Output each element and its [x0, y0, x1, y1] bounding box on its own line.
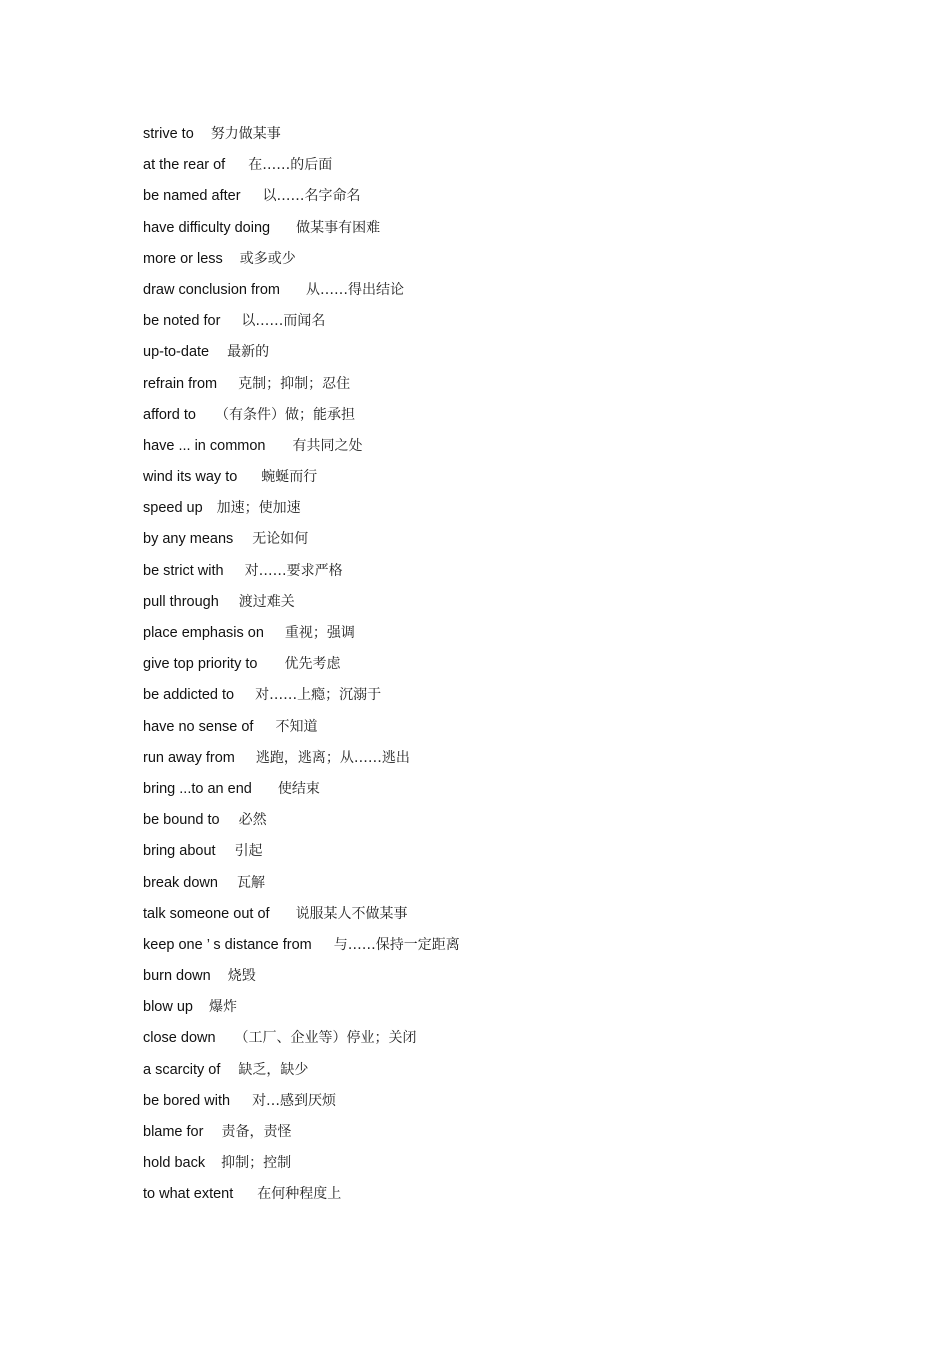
- chinese-meaning: （工厂、企业等）停业；关闭: [234, 1030, 417, 1047]
- phrase-entry: [143, 464, 460, 495]
- phrase-entry: [143, 215, 460, 246]
- chinese-meaning: 责备，责怪: [221, 1124, 292, 1140]
- chinese-meaning: 有共同之处: [292, 437, 363, 454]
- english-phrase: wind its way to: [143, 469, 238, 486]
- chinese-meaning: 对……上瘾；沉溺于: [255, 687, 382, 704]
- chinese-meaning: 在何种程度上: [257, 1186, 342, 1203]
- phrase-list: [143, 121, 460, 1213]
- phrase-entry: [143, 558, 460, 589]
- english-phrase: at the rear of: [143, 157, 226, 174]
- english-phrase: have no sense of: [143, 718, 254, 735]
- phrase-entry: [143, 651, 460, 682]
- chinese-meaning: 做某事有困难: [296, 219, 381, 236]
- phrase-entry: [143, 339, 460, 370]
- english-phrase: refrain from: [143, 375, 218, 392]
- english-phrase: be named after: [143, 188, 241, 205]
- chinese-meaning: 在……的后面: [248, 157, 333, 174]
- chinese-meaning: 以……名字命名: [262, 188, 361, 205]
- english-phrase: by any means: [143, 531, 234, 548]
- phrase-entry: [143, 495, 460, 526]
- english-phrase: have ... in common: [143, 437, 266, 454]
- chinese-meaning: 缺乏，缺少: [238, 1061, 309, 1078]
- phrase-entry: [143, 994, 460, 1025]
- phrase-entry: [143, 1025, 460, 1056]
- chinese-meaning: 烧毁: [227, 968, 256, 985]
- chinese-meaning: 最新的: [227, 344, 270, 361]
- chinese-meaning: 蜿蜒而行: [261, 469, 318, 486]
- phrase-entry: [143, 402, 460, 433]
- chinese-meaning: 优先考虑: [284, 656, 341, 673]
- phrase-entry: [143, 1057, 460, 1088]
- phrase-entry: [143, 246, 460, 277]
- chinese-meaning: 渡过难关: [238, 593, 295, 610]
- phrase-entry: [143, 870, 460, 901]
- phrase-entry: [143, 152, 460, 183]
- chinese-meaning: 无论如何: [252, 531, 309, 548]
- english-phrase: strive to: [143, 126, 194, 142]
- english-phrase: burn down: [143, 968, 211, 985]
- english-phrase: a scarcity of: [143, 1061, 221, 1078]
- phrase-entry: [143, 932, 460, 963]
- phrase-entry: [143, 714, 460, 745]
- chinese-meaning: 必然: [238, 812, 267, 829]
- english-phrase: up-to-date: [143, 344, 210, 361]
- english-phrase: blow up: [143, 999, 193, 1016]
- phrase-entry: [143, 1181, 460, 1212]
- english-phrase: pull through: [143, 593, 219, 610]
- phrase-entry: [143, 308, 460, 339]
- phrase-entry: [143, 589, 460, 620]
- phrase-entry: [143, 776, 460, 807]
- chinese-meaning: 逃跑，逃离；从……逃出: [255, 749, 410, 766]
- english-phrase: speed up: [143, 500, 203, 517]
- english-phrase: talk someone out of: [143, 905, 270, 922]
- chinese-meaning: 不知道: [275, 718, 318, 735]
- chinese-meaning: 从……得出结论: [306, 281, 404, 298]
- chinese-meaning: 努力做某事: [210, 126, 281, 142]
- phrase-entry: [143, 807, 460, 838]
- english-phrase: blame for: [143, 1124, 204, 1140]
- chinese-meaning: 瓦解: [236, 874, 265, 891]
- chinese-meaning: 加速；使加速: [216, 500, 301, 517]
- chinese-meaning: 或多或少: [239, 250, 296, 267]
- phrase-entry: [143, 745, 460, 776]
- chinese-meaning: 使结束: [277, 780, 320, 797]
- phrase-entry: [143, 183, 460, 214]
- phrase-entry: [143, 277, 460, 308]
- chinese-meaning: 对…感到厌烦: [252, 1092, 337, 1109]
- english-phrase: break down: [143, 874, 218, 891]
- chinese-meaning: 引起: [234, 843, 263, 860]
- phrase-entry: [143, 620, 460, 651]
- phrase-entry: [143, 682, 460, 713]
- english-phrase: draw conclusion from: [143, 281, 280, 298]
- phrase-entry: [143, 526, 460, 557]
- english-phrase: give top priority to: [143, 656, 258, 673]
- english-phrase: have difficulty doing: [143, 219, 271, 236]
- english-phrase: hold back: [143, 1155, 206, 1172]
- phrase-entry: [143, 838, 460, 869]
- phrase-entry: [143, 121, 460, 152]
- english-phrase: close down: [143, 1030, 216, 1047]
- english-phrase: be addicted to: [143, 687, 235, 704]
- english-phrase: afford to: [143, 406, 196, 423]
- english-phrase: be strict with: [143, 562, 224, 579]
- phrase-entry: [143, 1088, 460, 1119]
- chinese-meaning: 以……而闻名: [241, 313, 326, 330]
- english-phrase: more or less: [143, 250, 223, 267]
- phrase-entry: [143, 963, 460, 994]
- chinese-meaning: 爆炸: [208, 999, 237, 1016]
- chinese-meaning: 重视；强调: [284, 625, 355, 641]
- english-phrase: bring about: [143, 843, 216, 860]
- phrase-entry: [143, 1150, 460, 1181]
- english-phrase: run away from: [143, 749, 235, 766]
- phrase-entry: [143, 433, 460, 464]
- english-phrase: place emphasis on: [143, 625, 264, 641]
- english-phrase: be noted for: [143, 313, 221, 330]
- chinese-meaning: 与……保持一定距离: [333, 936, 460, 953]
- english-phrase: be bored with: [143, 1092, 231, 1109]
- phrase-entry: [143, 901, 460, 932]
- chinese-meaning: 克制；抑制；忍住: [238, 375, 351, 392]
- chinese-meaning: （有条件）做；能承担: [214, 406, 355, 423]
- english-phrase: keep one ’ s distance from: [143, 936, 312, 953]
- chinese-meaning: 对……要求严格: [244, 562, 343, 579]
- phrase-entry: [143, 1119, 460, 1150]
- phrase-entry: [143, 371, 460, 402]
- chinese-meaning: 抑制；控制: [221, 1155, 292, 1172]
- chinese-meaning: 说服某人不做某事: [295, 905, 408, 922]
- english-phrase: be bound to: [143, 812, 220, 829]
- english-phrase: to what extent: [143, 1186, 234, 1203]
- english-phrase: bring ...to an end: [143, 780, 252, 797]
